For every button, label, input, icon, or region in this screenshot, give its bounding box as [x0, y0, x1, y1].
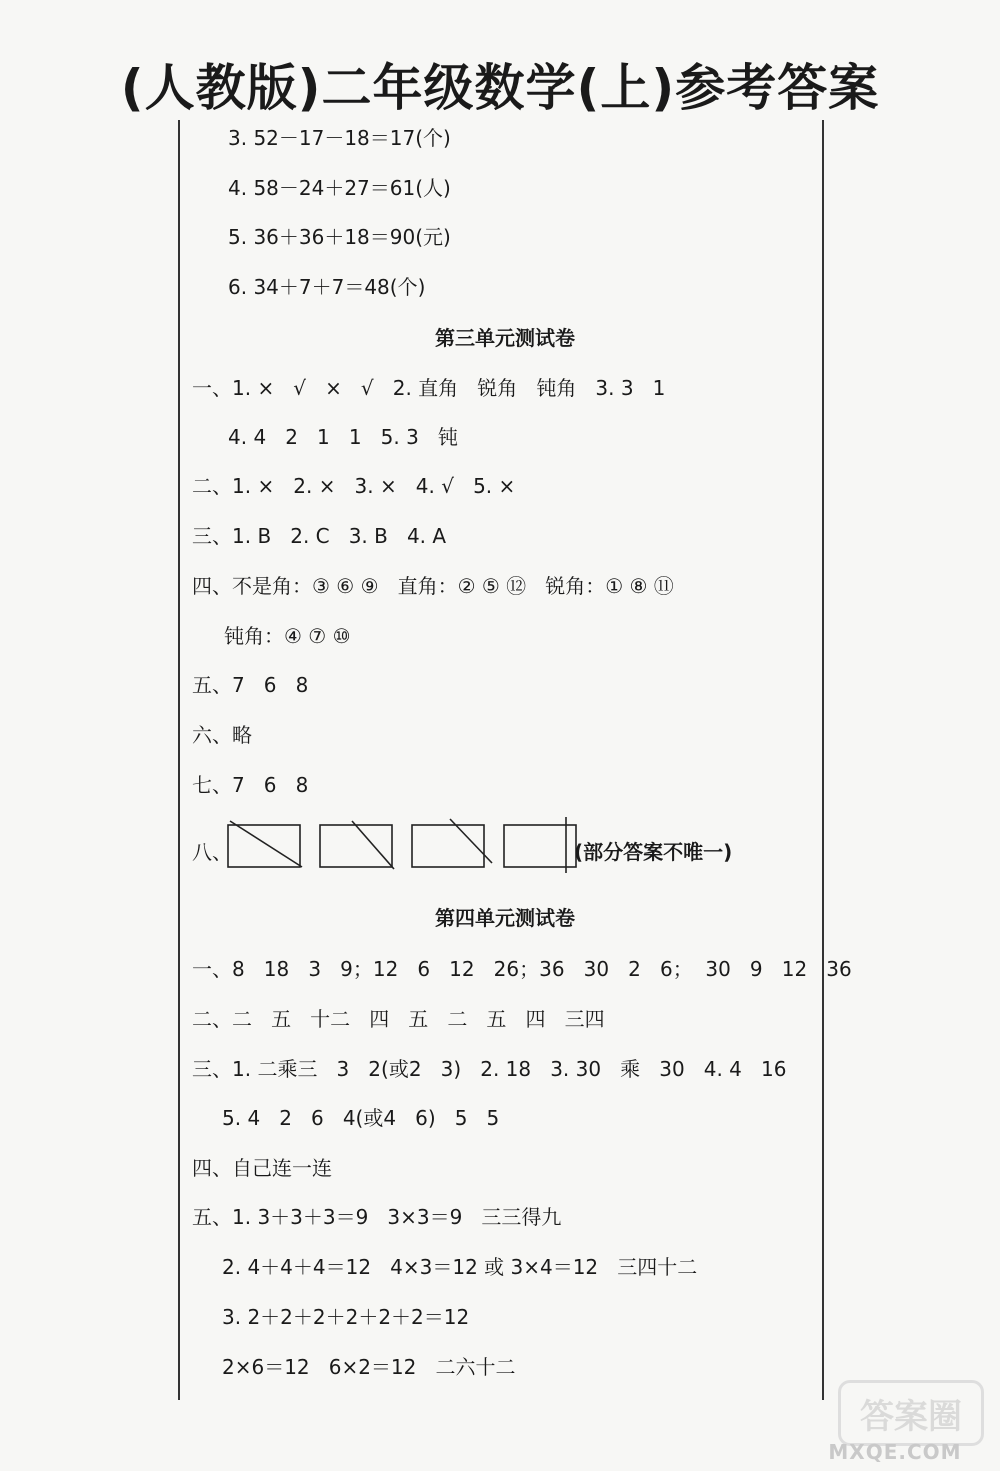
answer-line: 3. 2＋2＋2＋2＋2＋2＝12	[222, 1305, 470, 1329]
answer-line: 一、1. × √ × √ 2. 直角 锐角 钝角 3. 3 1	[192, 376, 666, 400]
answer-line: 五、1. 3＋3＋3＝9 3×3＝9 三三得九	[192, 1205, 562, 1229]
answer-line: 5. 4 2 6 4(或4 6) 5 5	[222, 1106, 500, 1130]
rectangle-answer-diagram	[192, 815, 792, 875]
answer-line: 五、7 6 8	[192, 673, 309, 697]
answer-line: 七、7 6 8	[192, 773, 309, 797]
answer-line: 二、1. × 2. × 3. × 4. √ 5. ×	[192, 474, 516, 498]
answer-line: 2. 4＋4＋4＝12 4×3＝12 或 3×4＝12 三四十二	[222, 1255, 698, 1279]
answer-line: 二、二 五 十二 四 五 二 五 四 三四	[192, 1007, 605, 1031]
answer-line: 钝角：④ ⑦ ⑩	[224, 624, 351, 648]
right-margin-line	[822, 120, 824, 1400]
note-text: (部分答案不唯一)	[574, 840, 733, 864]
answer-line: 一、8 18 3 9；12 6 12 26；36 30 2 6； 30 9 12 36	[192, 957, 852, 981]
question-label: 八、	[192, 840, 232, 864]
answer-line: 3. 52－17－18＝17(个)	[228, 126, 451, 150]
watermark-logo: 答案圈	[838, 1380, 984, 1446]
answer-line: 四、不是角：③ ⑥ ⑨ 直角：② ⑤ ⑫ 锐角：① ⑧ ⑪	[192, 574, 674, 598]
answer-line: 5. 36＋36＋18＝90(元)	[228, 225, 451, 249]
answer-line: 三、1. 二乘三 3 2(或2 3) 2. 18 3. 30 乘 30 4. 4 16	[192, 1057, 787, 1081]
answer-line: 三、1. B 2. C 3. B 4. A	[192, 524, 447, 548]
answer-line: 4. 58－24＋27＝61(人)	[228, 176, 451, 200]
answer-line: 2×6＝12 6×2＝12 二六十二	[222, 1355, 516, 1379]
answer-line: 四、自己连一连	[192, 1156, 332, 1180]
rectangles-drawing	[222, 815, 602, 875]
left-margin-line	[178, 120, 180, 1400]
watermark-site: MXQE.COM	[828, 1440, 962, 1464]
section-heading-unit3: 第三单元测试卷	[435, 326, 575, 350]
answer-line: 4. 4 2 1 1 5. 3 钝	[228, 425, 458, 449]
section-heading-unit4: 第四单元测试卷	[435, 906, 575, 930]
page-title: (人教版)二年级数学(上)参考答案	[120, 59, 880, 117]
answer-line: 6. 34＋7＋7＝48(个)	[228, 275, 426, 299]
answer-line: 六、略	[192, 723, 252, 747]
